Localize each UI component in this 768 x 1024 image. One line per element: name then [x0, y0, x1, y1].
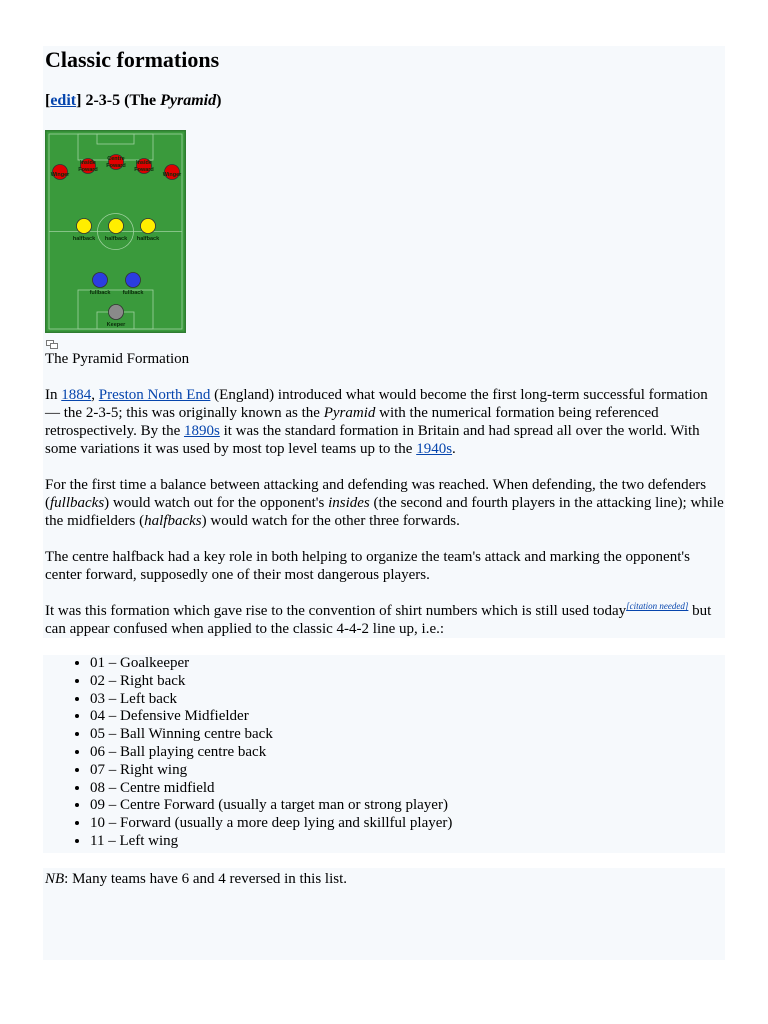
link-preston-north-end[interactable]: Preston North End [98, 387, 211, 403]
list-item: • 11 – Left wing [90, 833, 720, 851]
list-item: • 02 – Right back [90, 673, 720, 691]
section-heading [45, 90, 221, 112]
list-item: • 07 – Right wing [90, 762, 720, 780]
citation-needed-link[interactable]: [citation needed] [626, 601, 689, 611]
player-label: Centre [107, 156, 125, 162]
edit-bracket-close: ] [76, 92, 82, 109]
text: ) would watch out for the opponent's [104, 495, 329, 511]
heading-italic: Pyramid [160, 92, 217, 109]
text: (England) introduced what would become the first long-term successful formation — the 2-3-5; this was originally known as the [45, 387, 708, 421]
heading-suffix: ) [216, 92, 222, 109]
text: with the numerical formation being referenced retrospectively. By the [45, 405, 659, 439]
player-label: Foward [134, 167, 154, 173]
player-label: Winger [50, 172, 70, 178]
italic-text: NB [45, 871, 65, 887]
italic-text: Pyramid [323, 405, 376, 421]
player-label: Inside [80, 160, 96, 166]
citation-needed [626, 601, 688, 611]
paragraph-centre-halfback: The centre halfback had a key role in both helping to organize the team's attack and marking the opponent's center forward, supposedly one of their most dangerous players. [45, 549, 690, 583]
edit-bracket-open: [ [45, 92, 51, 109]
italic-text: fullbacks [50, 495, 105, 511]
edit-link[interactable]: edit [50, 92, 77, 109]
page-title: Classic formations [45, 47, 220, 72]
text: ) would watch for the other three forwards. [201, 513, 460, 529]
text: it was the standard formation in Britain and had spread all over the world. With some variations it was used by most top level teams up to the [45, 423, 700, 457]
player-marker [141, 219, 156, 234]
enlarge-icon[interactable] [46, 340, 58, 349]
player-label: Inside [136, 160, 152, 166]
text: (the second and fourth players in the attacking line); while the midfielders ( [45, 495, 724, 529]
player-label: fullback [122, 290, 144, 296]
text: , [91, 387, 99, 403]
text: but can appear confused when applied to the classic 4-4-2 line up, i.e.: [45, 603, 712, 637]
player-marker [109, 219, 124, 234]
list-item: • 03 – Left back [90, 691, 720, 709]
text: . [452, 441, 456, 457]
list-item: • 10 – Forward (usually a more deep lying and skillful player) [90, 815, 720, 833]
player-marker [109, 305, 124, 320]
text: : Many teams have 6 and 4 reversed in this list. [64, 871, 348, 887]
player-marker [93, 273, 108, 288]
list-item: • 01 – Goalkeeper [90, 655, 720, 673]
player-label: Keeper [106, 322, 126, 328]
player-label: halfback [72, 236, 96, 242]
player-label: fullback [89, 290, 111, 296]
player-label: Foward [78, 167, 98, 173]
link-1884[interactable]: 1884 [61, 387, 92, 403]
paragraph-shirt-numbers [45, 602, 725, 638]
player-label: halfback [104, 236, 128, 242]
heading-text: 2-3-5 (The [81, 92, 161, 109]
link-1940s[interactable]: 1940s [416, 441, 453, 457]
italic-text: insides [328, 495, 370, 511]
text: In [45, 387, 62, 403]
link-1890s[interactable]: 1890s [183, 423, 220, 439]
list-item: • 09 – Centre Forward (usually a target man or strong player) [90, 797, 720, 815]
figure-caption: The Pyramid Formation [45, 351, 190, 367]
paragraph-history [45, 386, 725, 458]
player-label: Winger [162, 172, 182, 178]
text: It was this formation which gave rise to the convention of shirt numbers which is still used today [45, 603, 627, 619]
player-marker [126, 273, 141, 288]
player-label: halfback [136, 236, 160, 242]
shirt-number-list [45, 655, 720, 851]
list-item: • 08 – Centre midfield [90, 780, 720, 798]
player-marker [77, 219, 92, 234]
list-item: • 04 – Defensive Midfielder [90, 708, 720, 726]
note-paragraph [45, 870, 725, 888]
paragraph-balance [45, 476, 725, 530]
pyramid-formation-diagram[interactable] [45, 130, 186, 333]
list-item: • 05 – Ball Winning centre back [90, 726, 720, 744]
text: For the first time a balance between attacking and defending was reached. When defending, the two defenders ( [45, 477, 707, 511]
list-item: • 06 – Ball playing centre back [90, 744, 720, 762]
player-label: Foward [106, 163, 126, 169]
italic-text: halfbacks [144, 513, 202, 529]
